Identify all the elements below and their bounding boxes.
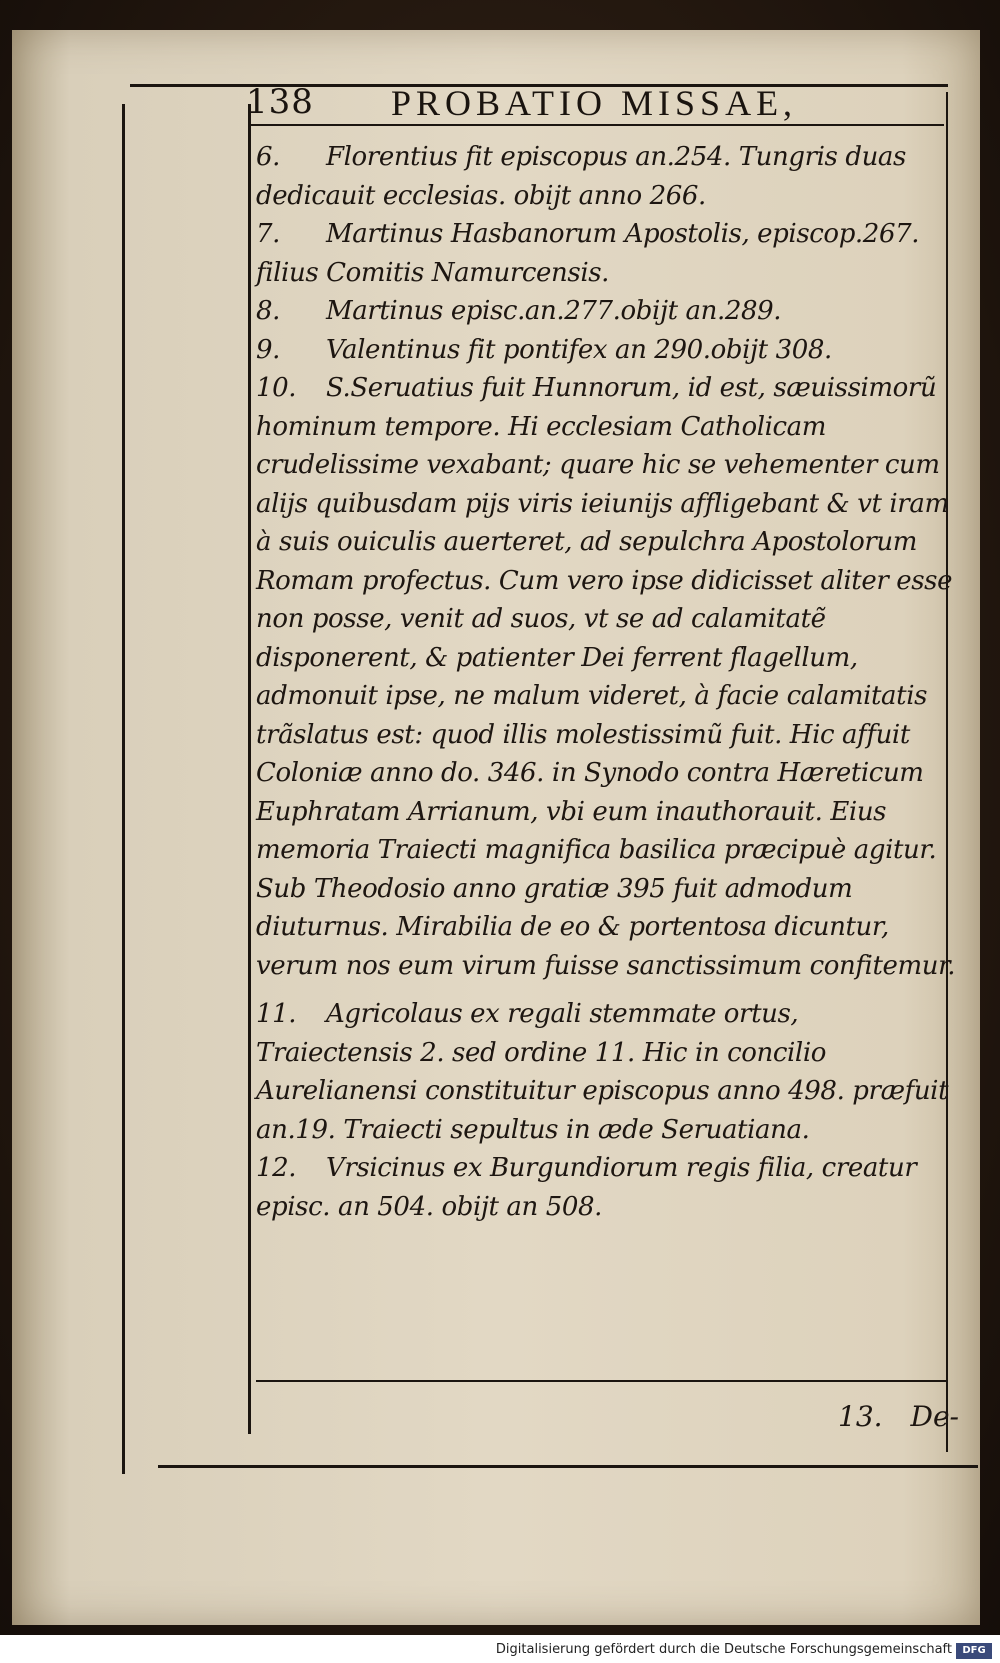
footer-credit: Digitalisierung gefördert durch die Deutsche Forschungsgemeinschaft xyxy=(495,1642,952,1657)
entry-number: 11. xyxy=(256,999,297,1029)
entry-number: 12. xyxy=(256,1153,297,1183)
entry-text: Florentius fit episcopus an.254. Tungris duas dedicauit ecclesias. obijt anno 266. xyxy=(256,142,906,211)
entry-number: 8. xyxy=(256,296,281,326)
entry-10 xyxy=(256,369,956,985)
entry-number: 6. xyxy=(256,142,281,172)
entry-text: Valentinus fit pontifex an 290.obijt 308. xyxy=(326,334,832,365)
catchword-number: 13. xyxy=(838,1400,883,1433)
inner-frame-line xyxy=(248,104,251,1434)
bottom-text-rule xyxy=(256,1380,946,1382)
entry-7 xyxy=(256,215,956,292)
entry-6 xyxy=(256,138,956,215)
entry-9 xyxy=(256,331,956,370)
running-head: PROBATIO MISSAE, xyxy=(391,83,798,123)
entry-text: S.Seruatius fuit Hunnorum, id est, sæuissimorũ hominum tempore. Hi ecclesiam Catholicam crudelissime vexabant; quare hic se vehementer cum alijs quibusdam pijs viris ieiunijs affligebant & vt iram à suis ouiculis auerteret, ad sepulchra Apostolorum Romam profectus. Cum vero ipse didicisset aliter esse non posse, venit ad suos, vt se ad calamitatẽ disponerent, & patienter Dei ferrent flagellum, admonuit ipse, ne malum videret, à facie calamitatis trãslatus est: quod illis molestissimũ fuit. Hic affuit Coloniæ anno do. 346. in Synodo contra Hæreticum Euphratam Arrianum, vbi eum inauthorauit. Eius memoria Traiecti magnifica basilica præcipuè agitur. Sub Theodosio anno gratiæ 395 fuit admodum diuturnus. Mirabilia de eo & portentosa dicuntur, verum nos eum virum fuisse sanctissimum confitemur. xyxy=(256,373,956,981)
body-text xyxy=(256,138,956,1226)
dfg-logo: DFG xyxy=(956,1643,992,1659)
entry-text: Martinus episc.an.277.obijt an.289. xyxy=(326,296,782,326)
entry-text: Agricolaus ex regali stemmate ortus, Traiectensis 2. sed ordine 11. Hic in concilio Aurelianensi constituitur episcopus anno 498. præfuit an.19. Traiecti sepultus in æde Seruatiana. xyxy=(256,999,949,1145)
catchword-text: De- xyxy=(910,1400,960,1433)
entry-11 xyxy=(256,995,956,1149)
left-frame-line xyxy=(122,104,125,1474)
entry-number: 9. xyxy=(256,334,281,365)
entry-number: 7. xyxy=(256,219,281,249)
entry-8 xyxy=(256,292,956,331)
entry-number: 10. xyxy=(256,373,297,403)
bottom-rule xyxy=(158,1465,978,1468)
footer-bar xyxy=(0,1635,1000,1663)
entry-text: Martinus Hasbanorum Apostolis, episcop.267. filius Comitis Namurcensis. xyxy=(256,219,920,288)
entry-12 xyxy=(256,1149,956,1226)
page-header xyxy=(246,82,946,122)
page-number: 138 xyxy=(246,82,314,122)
catchword xyxy=(838,1400,959,1433)
entry-text: Vrsicinus ex Burgundiorum regis filia, creatur episc. an 504. obijt an 508. xyxy=(256,1153,917,1222)
header-underline xyxy=(248,124,944,126)
